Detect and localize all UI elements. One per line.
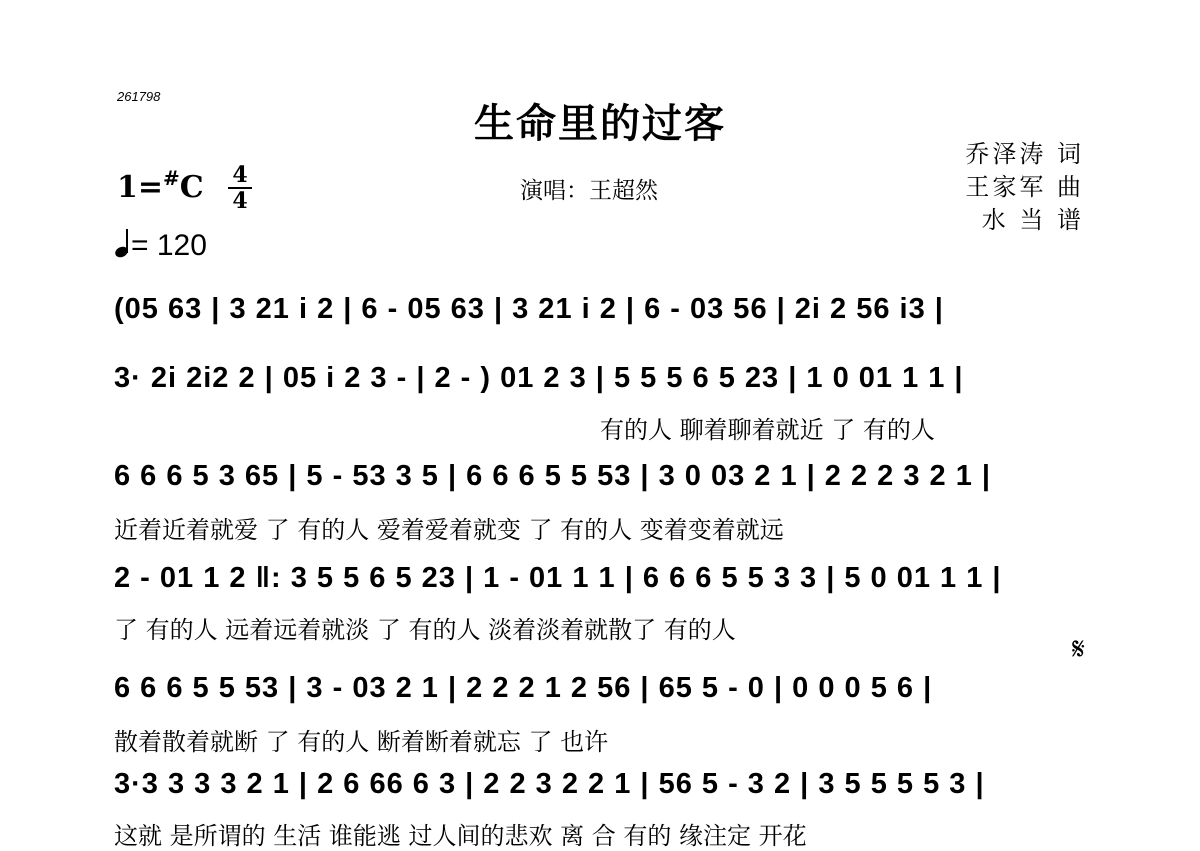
key-prefix: 1= [117,170,164,205]
time-signature [226,163,254,213]
score-line-3-lyrics: 近着近着就爱 了 有的人 爱着爱着就变 了 有的人 变着变着就远 [114,516,784,544]
sharp-icon: # [163,166,180,190]
quarter-note-icon [115,229,131,259]
singer: 演唱：王超然 [520,178,658,204]
score-line-5-music: 6 6 6 5 5 53 | 3 - 03 2 1 | 2 2 2 1 2 56 | 65 5 - 0 | 0 0 0 5 6 | [114,672,933,704]
score-line-6-music: 3·3 3 3 3 2 1 | 2 6 66 6 3 | 2 2 3 2 2 1 | 56 5 - 3 2 | 3 5 5 5 5 3 | [114,768,985,800]
key-signature [117,166,204,205]
score-line-4-lyrics: 了 有的人 远着远着就淡 了 有的人 淡着淡着就散了 有的人 [114,616,736,644]
score-line-2-music: 3· 2i 2i2 2 | 05 i 2 3 - | 2 - ) 01 2 3 | 5 5 5 6 5 23 | 1 0 01 1 1 | [114,362,964,394]
credit-composer: 王家军 曲 [965,173,1084,201]
key-note: C [179,170,204,205]
song-code: 261798 [117,89,161,104]
score-line-5-lyrics: 散着散着就断 了 有的人 断着断着就忘 了 也许 [114,728,609,756]
score-line-1-music: (05 63 | 3 21 i 2 | 6 - 05 63 | 3 21 i 2 | 6 - 03 56 | 2i 2 56 i3 | [114,293,944,325]
score-line-2-lyrics: 有的人 聊着聊着就近 了 有的人 [600,416,935,444]
tempo-value: = 120 [131,229,207,262]
segno-icon: 𝄋 [1072,632,1085,667]
time-sig-bottom: 4 [232,188,248,214]
tempo-marking [115,229,207,263]
song-title: 生命里的过客 [474,101,726,147]
score-line-4-music: 2 - 01 1 2 ‖: 3 5 5 6 5 23 | 1 - 01 1 1 | 6 6 6 5 5 3 3 | 5 0 01 1 1 | [114,562,1002,594]
credit-lyricist: 乔泽涛 词 [965,140,1084,168]
credit-transcriber: 水 当 谱 [981,206,1084,234]
credits [965,138,1084,237]
time-sig-top: 4 [232,162,248,188]
score-line-6-lyrics: 这就 是所谓的 生活 谁能逃 过人间的悲欢 离 合 有的 缘注定 开花 [114,822,807,850]
score-line-3-music: 6 6 6 5 3 65 | 5 - 53 3 5 | 6 6 6 5 5 53 | 3 0 03 2 1 | 2 2 2 3 2 1 | [114,460,992,492]
